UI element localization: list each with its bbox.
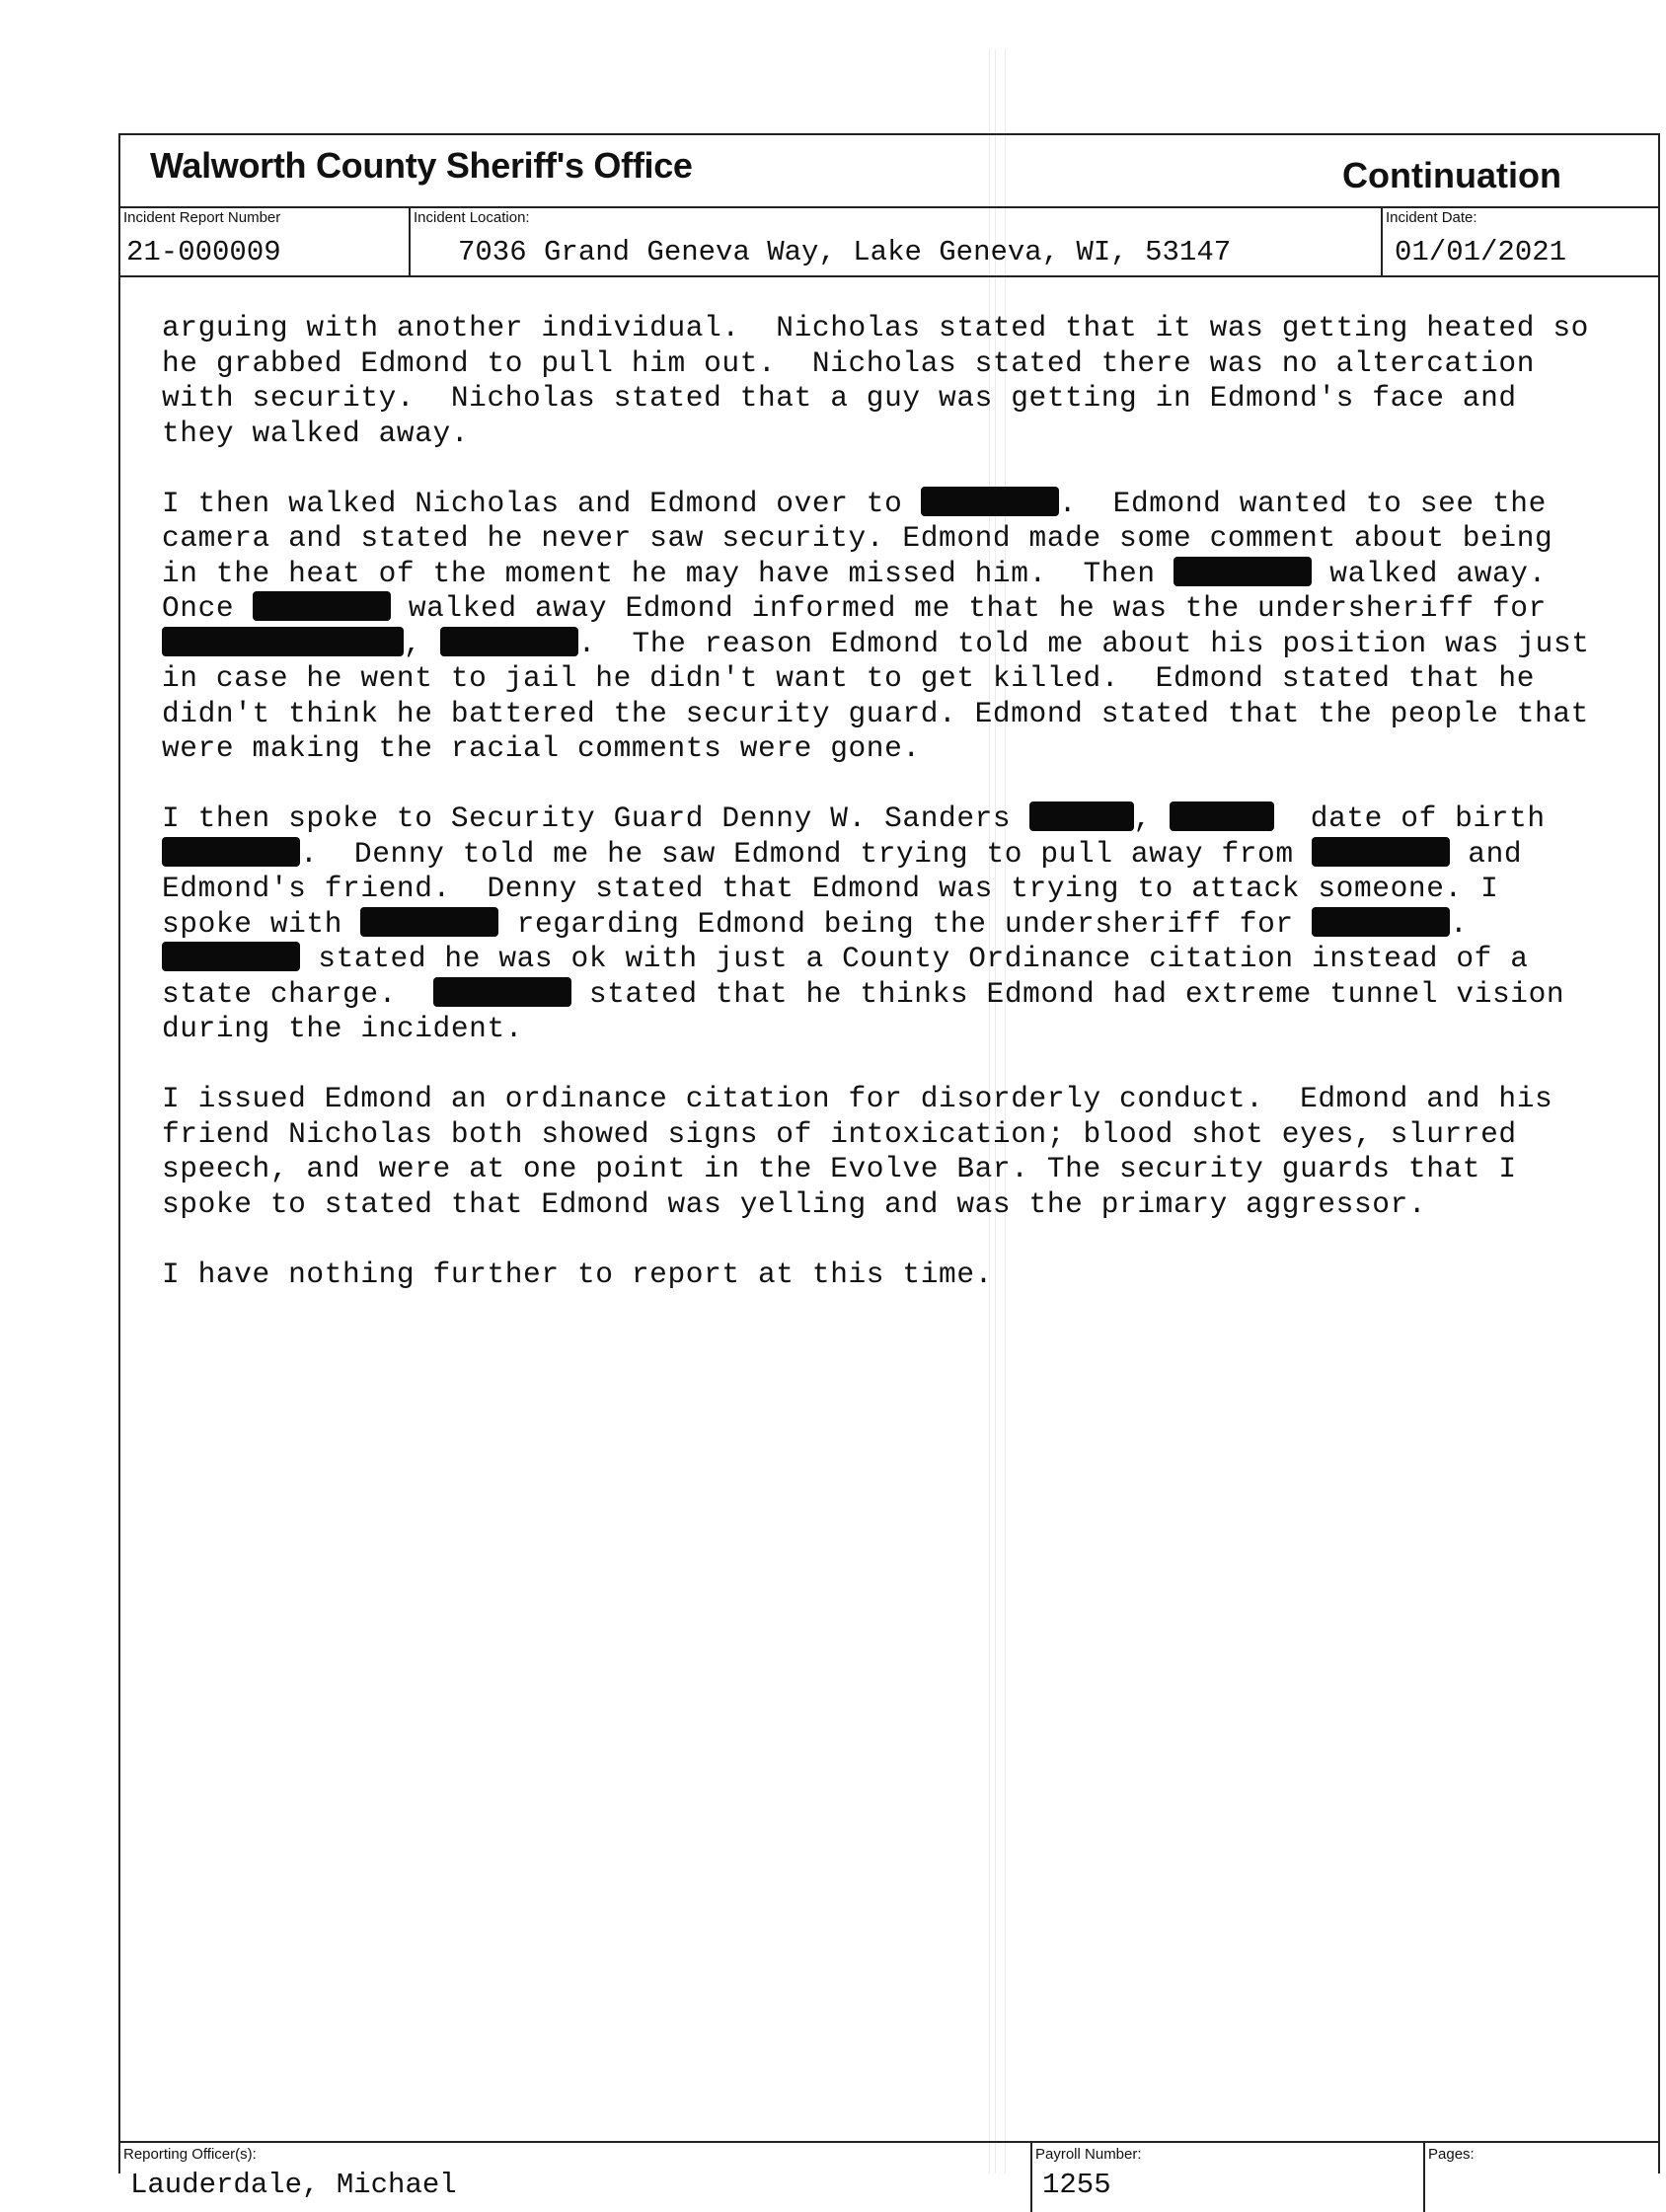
redaction-block — [162, 942, 300, 971]
redaction-block — [253, 591, 391, 621]
redaction-block — [360, 907, 498, 937]
incident-location-value: 7036 Grand Geneva Way, Lake Geneva, WI, 53147 — [458, 236, 1232, 268]
form-type-title: Continuation — [1342, 155, 1561, 195]
reporting-officer-label: Reporting Officer(s): — [123, 2146, 257, 2163]
incident-number-field — [120, 206, 409, 275]
redaction-block — [1312, 907, 1450, 937]
narrative-text: I issued Edmond an ordinance citation for disorderly conduct. Edmond and his friend Nicholas both showed signs of intoxication; blood shot eyes, slurred speech, and were at one point in the Evolve Bar. The security guards that I spoke to stated that Edmond was yelling and was the primary aggressor. — [162, 1082, 1553, 1221]
redaction-block — [433, 977, 571, 1007]
narrative-text: stated that he thinks Edmond had extreme tunnel vision during the incident. — [162, 976, 1565, 1045]
narrative-text: regarding Edmond being the undersheriff for — [498, 906, 1312, 941]
narrative-paragraph — [162, 311, 1623, 451]
payroll-number-field — [1030, 2143, 1423, 2212]
reporting-officer-field — [120, 2143, 1030, 2212]
narrative-text: arguing with another individual. Nicholas stated that it was getting heated so he grabbed Edmond to pull him out. Nicholas stated there was no altercation with security. Nicholas stated that a guy was getting in Edmond's face and they walked away. — [162, 311, 1589, 450]
incident-fields-row — [120, 206, 1658, 277]
incident-location-field — [409, 206, 1381, 275]
payroll-number-value: 1255 — [1042, 2169, 1111, 2201]
narrative-text: date of birth — [1310, 801, 1546, 835]
form-footer — [120, 2141, 1658, 2201]
redaction-block — [162, 627, 404, 656]
incident-date-value: 01/01/2021 — [1395, 236, 1567, 268]
narrative-body — [162, 311, 1623, 1328]
redaction-block — [440, 627, 578, 656]
narrative-text: I have nothing further to report at this time. — [162, 1257, 993, 1291]
pages-label: Pages: — [1428, 2146, 1475, 2163]
redaction-block — [162, 837, 300, 867]
incident-date-field — [1381, 206, 1660, 275]
incident-location-label: Incident Location: — [414, 209, 530, 226]
narrative-text: . — [1449, 906, 1469, 941]
narrative-text: . Edmond wanted to see the camera and stated he never saw security. Edmond made some comment about being in the heat of the moment he may have missed him. Then — [162, 486, 1553, 590]
narrative-text: I then spoke to Security Guard Denny W. Sanders — [162, 801, 1029, 835]
narrative-text: and Edmond's friend. Denny stated that Edmond was trying to attack someone. I spoke with — [162, 836, 1523, 941]
agency-name: Walworth County Sheriff's Office — [150, 145, 693, 186]
incident-number-value: 21-000009 — [126, 236, 281, 268]
redaction-block — [1312, 837, 1450, 867]
incident-number-label: Incident Report Number — [123, 209, 281, 226]
incident-date-label: Incident Date: — [1386, 209, 1477, 226]
narrative-paragraph — [162, 1258, 1623, 1293]
payroll-number-label: Payroll Number: — [1035, 2146, 1142, 2163]
pages-field — [1423, 2143, 1660, 2212]
narrative-text: . The reason Edmond told me about his position was just in case he went to jail he didn't want to get killed. Edmond stated that he didn't think he battered the security guard. Edmond stated that the people that were making the racial comments were gone. — [162, 626, 1590, 765]
narrative-paragraph — [162, 801, 1623, 1047]
redaction-block — [1174, 557, 1312, 586]
narrative-text: , — [1133, 801, 1171, 835]
narrative-text: . Denny told me he saw Edmond trying to pull away from — [300, 836, 1312, 871]
narrative-text: walked away. Once — [162, 556, 1547, 625]
narrative-paragraph — [162, 487, 1623, 767]
form-header — [120, 135, 1658, 208]
narrative-text: I then walked Nicholas and Edmond over to — [162, 486, 921, 520]
narrative-text: walked away Edmond informed me that he was the undersheriff for — [408, 591, 1547, 625]
redaction-block — [921, 487, 1059, 516]
reporting-officer-value: Lauderdale, Michael — [130, 2169, 457, 2201]
continuation-form — [118, 133, 1660, 2201]
redaction-block — [1029, 801, 1134, 831]
narrative-text: stated he was ok with just a County Ordinance citation instead of a state charge. — [162, 942, 1529, 1011]
redaction-block — [1170, 801, 1274, 831]
narrative-paragraph — [162, 1082, 1623, 1222]
narrative-text: , — [404, 626, 440, 660]
